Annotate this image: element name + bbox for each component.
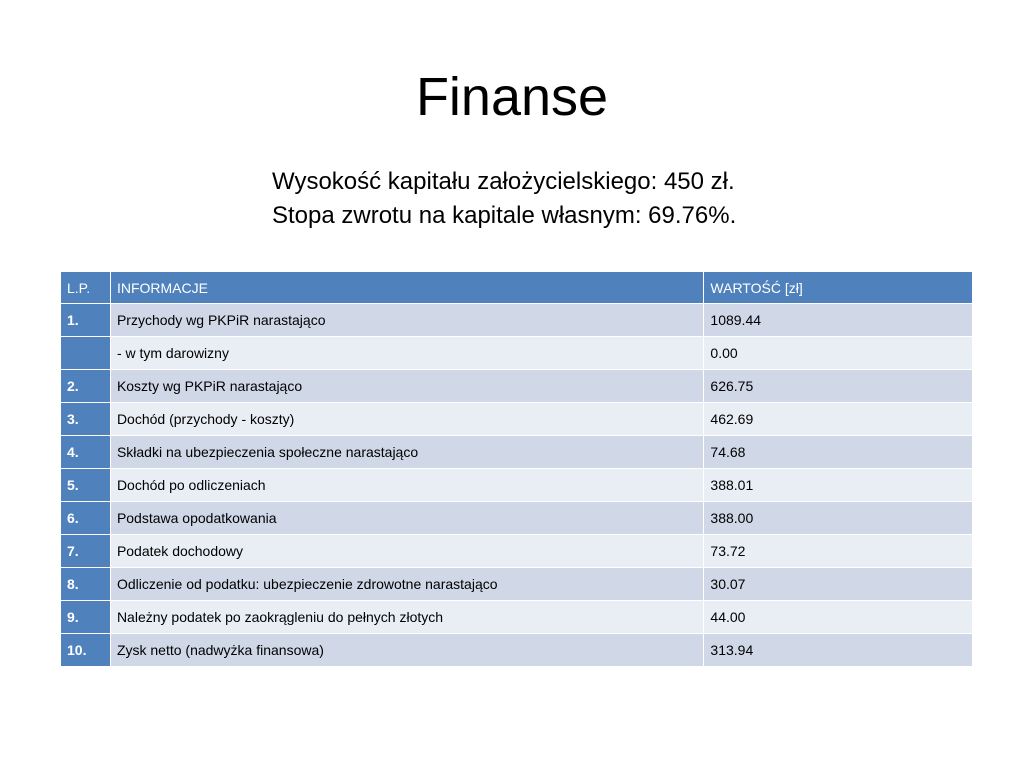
slide-subtitle [272, 165, 736, 233]
subtitle-roe-line: Stopa zwrotu na kapitale własnym: 69.76%. [272, 202, 737, 229]
table-row [61, 337, 973, 370]
row-info: Odliczenie od podatku: ubezpieczenie zdrowotne narastająco [110, 568, 703, 601]
table-row [61, 370, 973, 403]
row-value: 313.94 [704, 634, 973, 667]
header-value: WARTOŚĆ [zł] [704, 272, 973, 304]
row-value: 73.72 [704, 535, 973, 568]
header-info: INFORMACJE [110, 272, 703, 304]
subtitle-capital-line: Wysokość kapitału założycielskiego: 450 zł. [272, 168, 735, 195]
table-row [61, 535, 973, 568]
row-info: Podstawa opodatkowania [110, 502, 703, 535]
table-row [61, 304, 973, 337]
row-value: 44.00 [704, 601, 973, 634]
table-row [61, 634, 973, 667]
row-lp [61, 337, 111, 370]
row-info: Należny podatek po zaokrągleniu do pełnych złotych [110, 601, 703, 634]
row-info: Podatek dochodowy [110, 535, 703, 568]
table-row [61, 436, 973, 469]
row-value: 0.00 [704, 337, 973, 370]
table-row [61, 568, 973, 601]
row-lp: 4. [61, 436, 111, 469]
row-lp: 5. [61, 469, 111, 502]
row-info: - w tym darowizny [110, 337, 703, 370]
row-value: 388.01 [704, 469, 973, 502]
row-value: 388.00 [704, 502, 973, 535]
slide-title: Finanse [415, 67, 609, 127]
row-lp: 2. [61, 370, 111, 403]
row-lp: 8. [61, 568, 111, 601]
row-lp: 7. [61, 535, 111, 568]
row-value: 1089.44 [704, 304, 973, 337]
row-lp: 1. [61, 304, 111, 337]
row-lp: 3. [61, 403, 111, 436]
table-row [61, 469, 973, 502]
row-info: Przychody wg PKPiR narastająco [110, 304, 703, 337]
table-row [61, 403, 973, 436]
finance-table [60, 271, 973, 667]
row-lp: 6. [61, 502, 111, 535]
table-row [61, 601, 973, 634]
row-info: Składki na ubezpieczenia społeczne narastająco [110, 436, 703, 469]
row-value: 30.07 [704, 568, 973, 601]
row-info: Dochód po odliczeniach [110, 469, 703, 502]
row-value: 462.69 [704, 403, 973, 436]
row-value: 626.75 [704, 370, 973, 403]
row-info: Dochód (przychody - koszty) [110, 403, 703, 436]
table-row [61, 502, 973, 535]
row-info: Koszty wg PKPiR narastająco [110, 370, 703, 403]
row-lp: 10. [61, 634, 111, 667]
row-lp: 9. [61, 601, 111, 634]
header-lp: L.P. [61, 272, 111, 304]
row-value: 74.68 [704, 436, 973, 469]
table-header-row [61, 272, 973, 304]
row-info: Zysk netto (nadwyżka finansowa) [110, 634, 703, 667]
